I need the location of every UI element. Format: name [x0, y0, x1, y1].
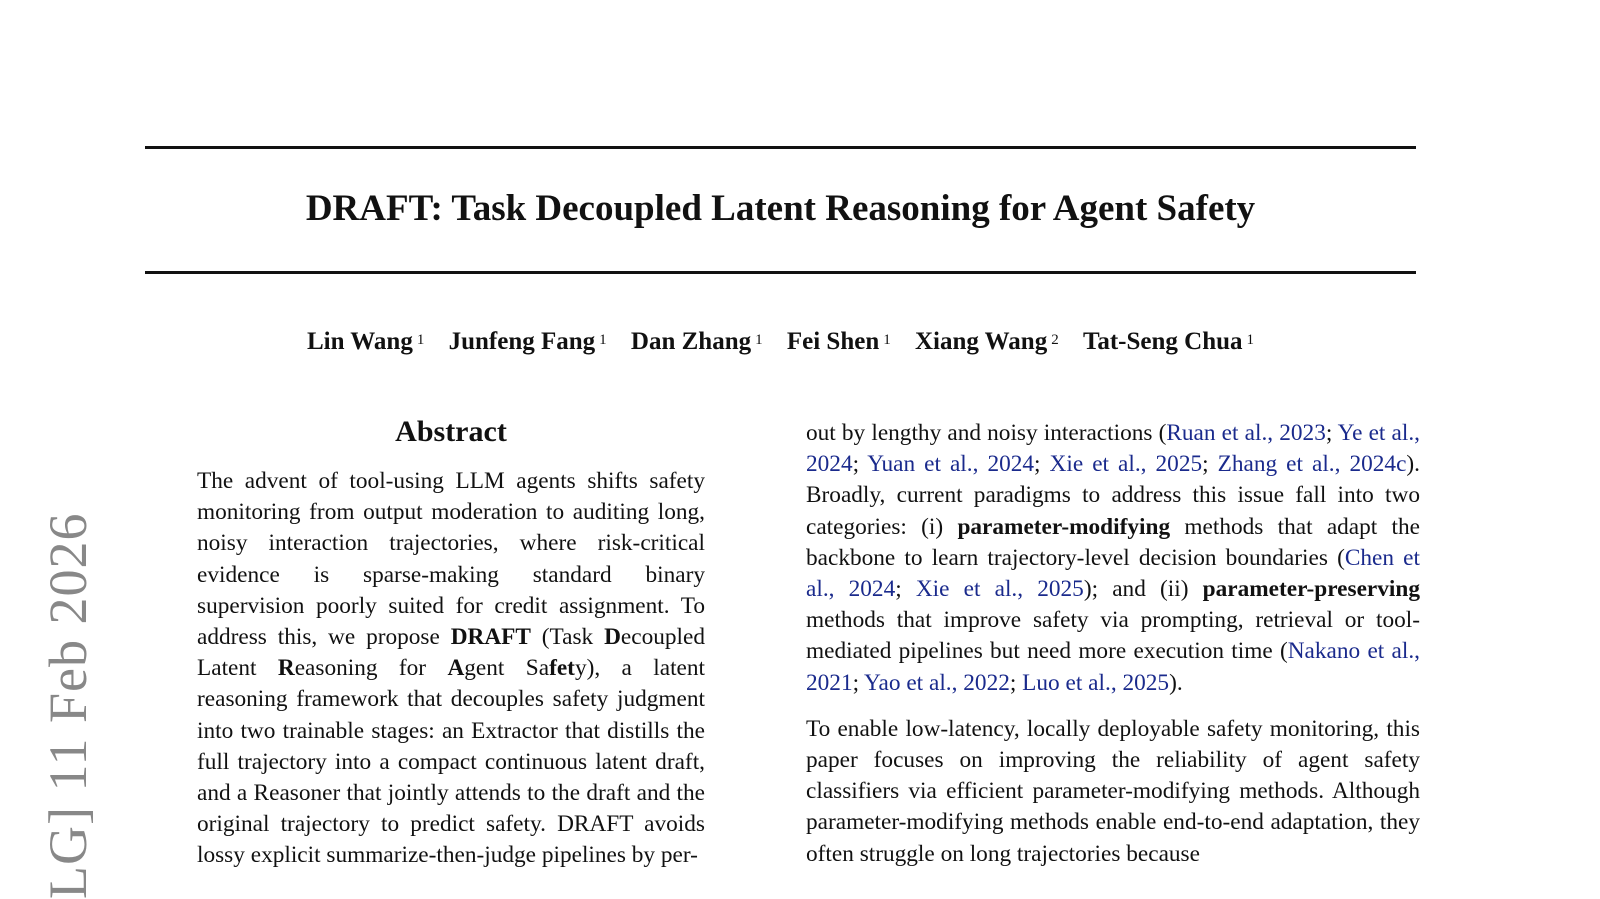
paper-title: DRAFT: Task Decoupled Latent Reasoning for Agent Safety	[305, 188, 1256, 229]
title-rule-bottom	[145, 271, 1416, 274]
abstract-body	[197, 466, 705, 872]
citation-link[interactable]: Nakano et al., 2021	[806, 638, 1420, 696]
citation-link[interactable]: Ruan et al., 2023	[1166, 420, 1326, 446]
arxiv-side-stamp: LG] 11 Feb 2026	[38, 512, 98, 899]
title-rule-top	[145, 146, 1416, 149]
citation-link[interactable]: Luo et al., 2025	[1022, 669, 1170, 696]
author: Junfeng Fang $^1$	[448, 328, 607, 355]
abstract-heading: Abstract	[395, 415, 507, 448]
citation-link[interactable]: Yuan et al., 2024	[867, 451, 1035, 478]
intro-paragraph-1: out by lengthy and noisy interactions (Ruan et al., 2023; Ye et al., 2024; Yuan et al., 2024; Xie et al., 2025; Zhang et al., 2024c). Broadly, current paradigms to address this issue fall into two categories: (i) parameter-modifying methods that adapt the backbone to learn trajectory-level decision boundaries (Chen et al., 2024; Xie et al., 2025); and (ii) parameter-preserving methods that improve safety via prompting, retrieval or tool-mediated pipelines but need more execution time (Nakano et al., 2021; Yao et al., 2022; Luo et al., 2025).	[806, 420, 1420, 696]
intro-column	[806, 418, 1420, 870]
abstract-paragraph: The advent of tool-using LLM agents shifts safety monitoring from output moderation to auditing long, noisy interaction trajectories, where risk-critical evidence is sparse-making standard binary supervision poorly suited for credit assignment. To address this, we propose DRAFT (Task Decoupled Latent Reasoning for Agent Safety), a latent reasoning framework that decouples safety judgment into two trainable stages: an Extractor that distills the full trajectory into a compact continuous latent draft, and a Reasoner that jointly attends to the draft and the original trajectory to predict safety. DRAFT avoids lossy explicit summarize-then-judge pipelines by per-	[197, 468, 705, 869]
citation-link[interactable]: Zhang et al., 2024c	[1217, 451, 1407, 478]
citation-link[interactable]: Xie et al., 2025	[915, 576, 1084, 603]
author: Dan Zhang $^1$	[630, 328, 763, 355]
author: Tat-Seng Chua $^1$	[1082, 328, 1255, 355]
author-list	[145, 326, 1416, 358]
citation-link[interactable]: Chen et al., 2024	[806, 544, 1420, 603]
citation-link[interactable]: Yao et al., 2022	[864, 669, 1010, 696]
author: Fei Shen $^1$	[786, 328, 891, 355]
intro-paragraph-2: To enable low-latency, locally deployable safety monitoring, this paper focuses on improving the reliability of agent safety classifiers via efficient parameter-modifying methods. Although parameter-modifying methods enable end-to-end adaptation, they often struggle on long trajectories because	[806, 715, 1420, 867]
citation-link[interactable]: Xie et al., 2025	[1049, 451, 1203, 478]
citation-link[interactable]: Ye et al., 2024	[806, 420, 1420, 478]
author: Lin Wang $^1$	[306, 328, 425, 355]
author: Xiang Wang $^2$	[914, 328, 1059, 355]
